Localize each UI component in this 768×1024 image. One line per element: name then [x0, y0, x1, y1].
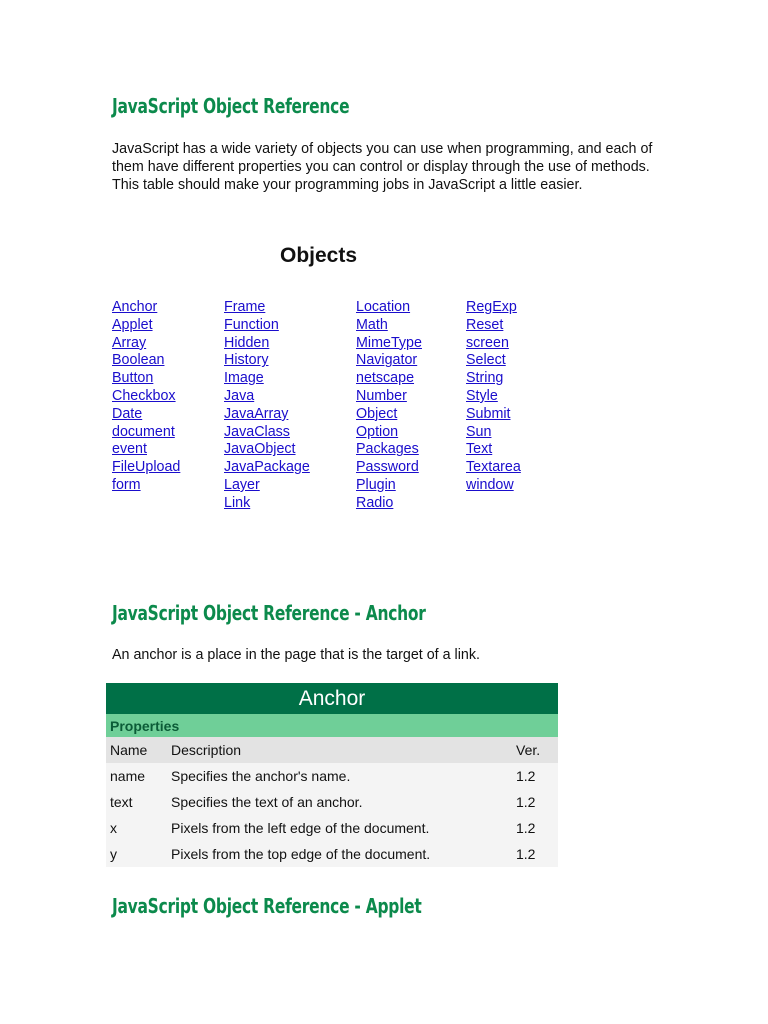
property-description: Specifies the text of an anchor.: [167, 789, 512, 815]
objects-title: Objects: [280, 244, 358, 267]
object-link-fileupload[interactable]: FileUpload: [112, 459, 181, 476]
object-link-number[interactable]: Number: [356, 387, 407, 404]
anchor-reference-table: [106, 683, 558, 867]
object-link-textarea[interactable]: Textarea: [466, 459, 521, 476]
object-link-option[interactable]: Option: [356, 423, 399, 440]
object-link-javapackage[interactable]: JavaPackage: [224, 459, 310, 476]
object-link-javaclass[interactable]: JavaClass: [224, 423, 290, 440]
table-section-row: [106, 714, 558, 737]
object-link-packages[interactable]: Packages: [356, 441, 419, 458]
table-header-row: [106, 737, 558, 763]
applet-section-heading: JavaScript Object Reference - Applet: [112, 894, 422, 918]
object-link-select[interactable]: Select: [466, 352, 506, 369]
object-link-layer[interactable]: Layer: [224, 476, 260, 493]
object-link-object[interactable]: Object: [356, 405, 398, 422]
object-link-history[interactable]: History: [224, 352, 269, 369]
object-link-sun[interactable]: Sun: [466, 423, 492, 440]
objects-column: [466, 299, 521, 495]
property-name: name: [106, 763, 167, 789]
object-link-anchor[interactable]: Anchor: [112, 299, 158, 315]
object-link-link[interactable]: Link: [224, 494, 251, 511]
objects-column: [112, 299, 180, 495]
anchor-description: An anchor is a place in the page that is the target of a link.: [112, 647, 480, 663]
object-link-document[interactable]: document: [112, 423, 175, 440]
anchor-section-heading: JavaScript Object Reference - Anchor: [112, 601, 426, 625]
object-link-form[interactable]: form: [112, 476, 141, 493]
table-row: [106, 789, 558, 815]
table-row: [106, 815, 558, 841]
property-name: text: [106, 789, 167, 815]
property-description: Specifies the anchor's name.: [167, 763, 512, 789]
property-version: 1.2: [512, 763, 558, 789]
table-row: [106, 763, 558, 789]
object-link-navigator[interactable]: Navigator: [356, 352, 418, 369]
object-link-submit[interactable]: Submit: [466, 405, 511, 422]
objects-column: [356, 299, 422, 513]
property-description: Pixels from the top edge of the document.: [167, 841, 512, 867]
property-version: 1.2: [512, 841, 558, 867]
object-link-javaarray[interactable]: JavaArray: [224, 405, 289, 422]
intro-paragraph: JavaScript has a wide variety of objects you can use when programming, and each of them have different properties you can control or display through the use of methods. This table should make your programming jobs in JavaScript a little easier.: [112, 141, 653, 193]
object-link-string[interactable]: String: [466, 370, 504, 387]
object-link-password[interactable]: Password: [356, 459, 419, 476]
object-link-boolean[interactable]: Boolean: [112, 352, 165, 369]
objects-column: [224, 299, 310, 513]
object-link-location[interactable]: Location: [356, 299, 411, 315]
table-section-label: Properties: [106, 714, 558, 737]
table-row: [106, 841, 558, 867]
object-link-java[interactable]: Java: [224, 387, 255, 404]
object-link-netscape[interactable]: netscape: [356, 370, 415, 387]
property-version: 1.2: [512, 815, 558, 841]
property-version: 1.2: [512, 789, 558, 815]
object-link-regexp[interactable]: RegExp: [466, 299, 517, 315]
object-link-image[interactable]: Image: [224, 370, 264, 387]
object-link-event[interactable]: event: [112, 441, 147, 458]
object-link-function[interactable]: Function: [224, 316, 279, 333]
object-link-checkbox[interactable]: Checkbox: [112, 387, 176, 404]
object-link-frame[interactable]: Frame: [224, 299, 266, 315]
property-description: Pixels from the left edge of the document.: [167, 815, 512, 841]
page-title: JavaScript Object Reference: [112, 94, 350, 118]
object-link-math[interactable]: Math: [356, 316, 388, 333]
object-link-style[interactable]: Style: [466, 387, 498, 404]
column-header-description: Description: [167, 737, 512, 763]
object-link-applet[interactable]: Applet: [112, 316, 153, 333]
property-name: x: [106, 815, 167, 841]
object-link-text[interactable]: Text: [466, 441, 493, 458]
object-link-window[interactable]: window: [466, 476, 514, 493]
object-link-hidden[interactable]: Hidden: [224, 334, 270, 351]
object-link-array[interactable]: Array: [112, 334, 147, 351]
column-header-version: Ver.: [512, 737, 558, 763]
object-link-button[interactable]: Button: [112, 370, 154, 387]
property-name: y: [106, 841, 167, 867]
object-link-plugin[interactable]: Plugin: [356, 476, 396, 493]
object-link-mimetype[interactable]: MimeType: [356, 334, 422, 351]
table-title: Anchor: [106, 683, 558, 714]
object-link-date[interactable]: Date: [112, 405, 143, 422]
table-title-row: [106, 683, 558, 714]
object-link-reset[interactable]: Reset: [466, 316, 504, 333]
column-header-name: Name: [106, 737, 167, 763]
object-link-javaobject[interactable]: JavaObject: [224, 441, 296, 458]
object-link-radio[interactable]: Radio: [356, 494, 394, 511]
object-link-screen[interactable]: screen: [466, 334, 509, 351]
